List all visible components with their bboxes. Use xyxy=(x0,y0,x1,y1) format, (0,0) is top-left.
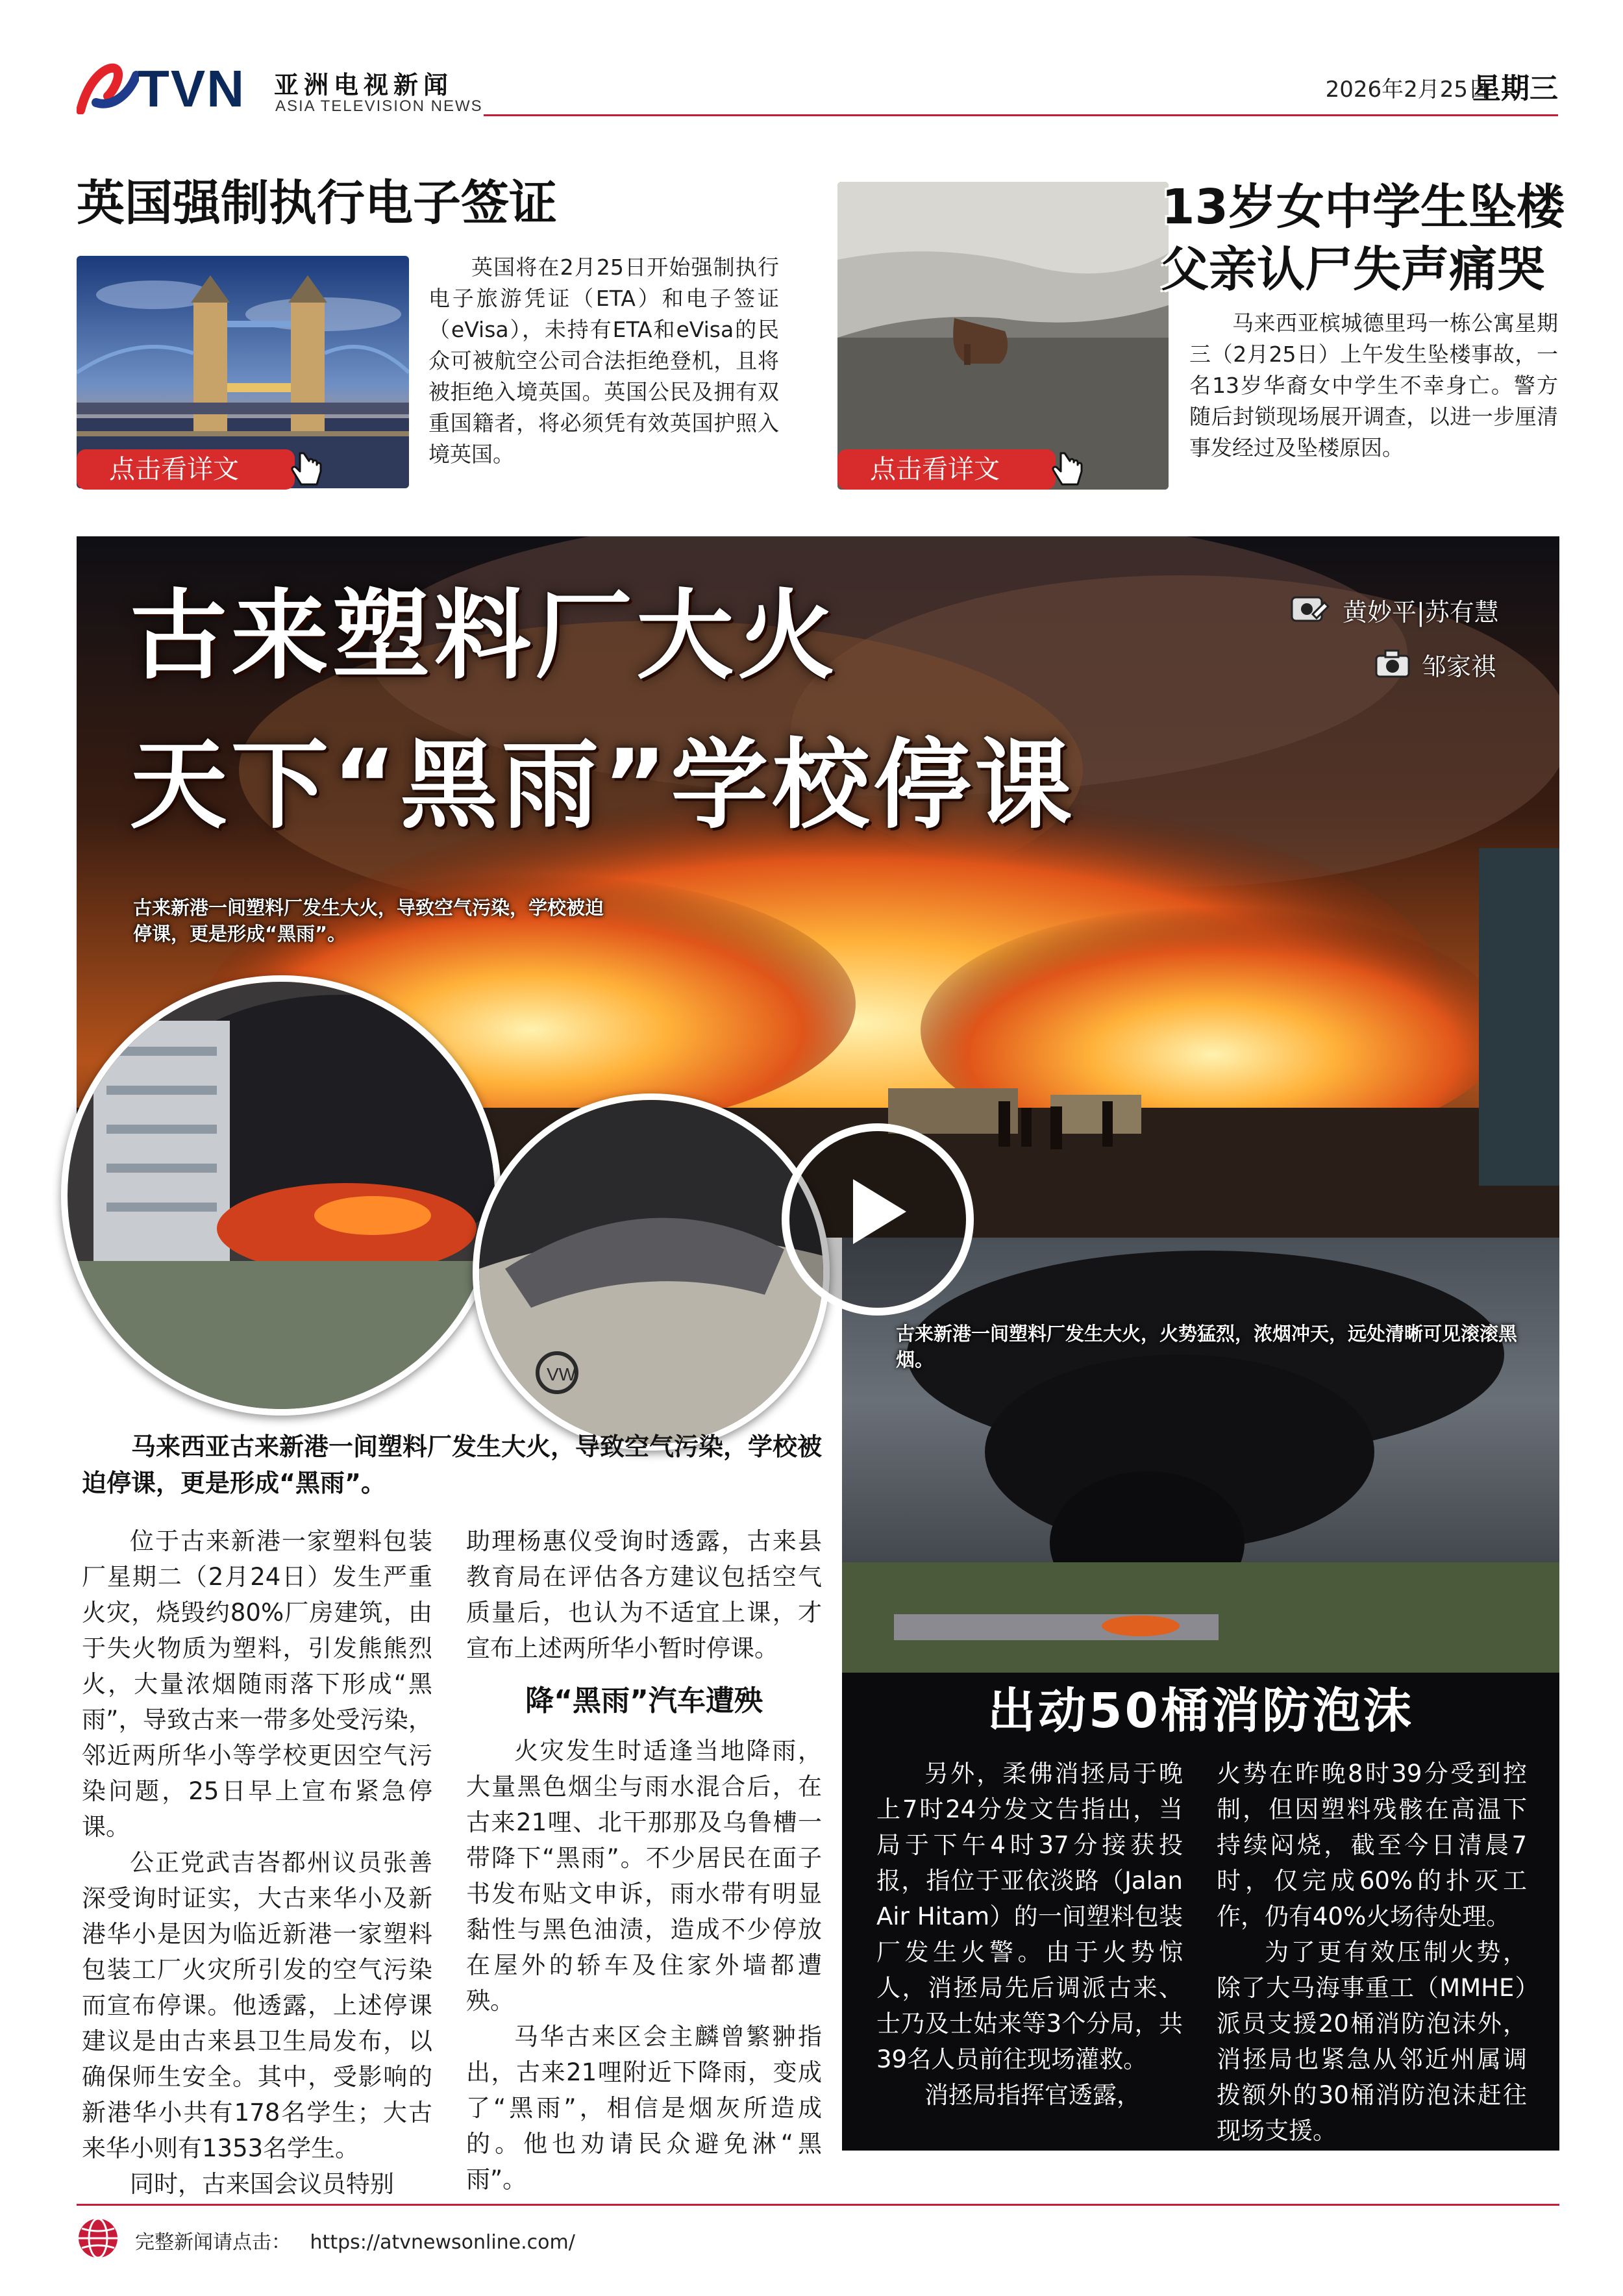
col2-paragraph: 助理杨惠仪受询时透露，古来县教育局在评估各方建议包括空气质量后，也认为不适宜上课，才宣布上述两所华小暂时停课。 xyxy=(466,1527,822,1662)
col3-paragraph: 另外，柔佛消拯局于晚上7时24分发文告指出，当局于下午4时37分接获投报，指位于亚依淡路（Jalan Air Hitam）的一间塑料包装厂发生火警。由于火势惊人，消拯局先后调派古来、士乃及士姑来等3个分局，共39名人员前往现场灌救。 xyxy=(876,1760,1183,2073)
article-column-4 xyxy=(1217,1756,1527,2149)
header-divider xyxy=(484,114,1558,116)
black-rain-subheading: 降“黑雨”汽车遭殃 xyxy=(525,1684,763,1717)
foam-subheading: 出动50桶消防泡沫 xyxy=(987,1683,1414,1739)
reporter-credit: 黄妙平|苏有慧 xyxy=(1343,598,1499,627)
col4-paragraph: 火势在昨晚8时39分受到控制，但因塑料残骸在高温下持续闷烧，截至今日清晨7时，仅完成60%的扑灭工作，仍有40%火场待处理。 xyxy=(1217,1760,1527,1930)
footer-label: 完整新闻请点击： xyxy=(135,2231,291,2254)
story-girl-fall-body: 马来西亚槟城德里玛一栋公寓星期三（2月25日）上午发生坠楼事故，一名13岁华裔女中学生不幸身亡。警方随后封锁现场展开调查，以进一步厘清事发经过及坠楼原因。 xyxy=(1189,310,1558,460)
photographer-credit: 邹家祺 xyxy=(1422,653,1496,681)
issue-date: 2026年2月25日 xyxy=(1325,77,1490,103)
col2-paragraph: 马华古来区会主麟曾繁翀指出，古来21哩附近下降雨，变成了“黑雨”，相信是烟灰所造成的。他也劝请民众避免淋“黑雨”。 xyxy=(466,2023,822,2193)
issue-weekday: 星期三 xyxy=(1472,72,1558,105)
col1-paragraph: 位于古来新港一家塑料包装厂星期二（2月24日）发生严重火灾，烧毁约80%厂房建筑，由于失火物质为塑料，引发熊熊烈火，大量浓烟随雨落下形成“黑雨”，导致古来一带多处受污染，邻近两所华小等学校更因空气污染问题，25日早上宣布紧急停课。 xyxy=(82,1527,432,1841)
atvn-logo-mark xyxy=(77,62,139,114)
feature-lead-paragraph: 马来西亚古来新港一间塑料厂发生大火，导致空气污染，学校被迫停课，更是形成“黑雨”。 xyxy=(82,1432,823,1497)
story-girl-fall-title-2[interactable]: 父亲认尸失声痛哭 xyxy=(1161,242,1545,297)
fire-building-inset-photo xyxy=(61,975,501,1416)
globe-icon xyxy=(77,2217,119,2260)
col1-paragraph: 同时，古来国会议员特别 xyxy=(130,2170,394,2198)
smoke-caption: 古来新港一间塑料厂发生大火，火势猛烈，浓烟冲天，远处清晰可见滚滚黑烟。 xyxy=(896,1323,1518,1371)
footer-url[interactable]: https://atvnewsonline.com/ xyxy=(310,2231,575,2254)
article-column-2 xyxy=(466,1523,822,2197)
feature-headline-line1: 古来塑料厂大火 xyxy=(130,580,839,693)
logo-chinese-name: 亚洲电视新闻 xyxy=(274,71,454,99)
svg-text:VW: VW xyxy=(547,1364,576,1384)
black-rain-car-inset-photo xyxy=(473,1093,830,1451)
story-girl-fall-title-1[interactable]: 13岁女中学生坠楼 xyxy=(1161,179,1565,235)
read-more-button-uk[interactable]: 点击看详文 xyxy=(77,449,295,490)
article-column-1 xyxy=(82,1523,432,2202)
logo-wordmark: TVN xyxy=(138,60,245,118)
video-play-button[interactable] xyxy=(782,1123,974,1316)
play-icon xyxy=(782,1123,958,1300)
article-column-3 xyxy=(876,1756,1183,2113)
pointing-hand-icon xyxy=(286,448,327,490)
hero-caption: 古来新港一间塑料厂发生大火，导致空气污染，学校被迫停课，更是形成“黑雨”。 xyxy=(133,897,604,945)
story-uk-evisa-title[interactable]: 英国强制执行电子签证 xyxy=(77,175,557,231)
col3-paragraph: 消拯局指挥官透露， xyxy=(924,2081,1141,2109)
story-uk-evisa-body: 英国将在2月25日开始强制执行电子旅游凭证（ETA）和电子签证（eVisa），未持有ETA和eVisa的民众可被航空公司合法拒绝登机，且将被拒绝入境英国。英国公民及拥有双重国籍者，将必须凭有效英国护照入境英国。 xyxy=(428,255,779,467)
feature-headline-line2: 天下“黑雨”学校停课 xyxy=(130,729,1076,842)
pointing-hand-icon xyxy=(1047,448,1088,490)
col4-paragraph: 为了更有效压制火势，除了大马海事重工（MMHE）派员支援20桶消防泡沫外，消拯局也紧急从邻近州属调拨额外的30桶消防泡沫赶往现场支援。 xyxy=(1217,1938,1527,2145)
footer-link[interactable] xyxy=(135,2226,575,2254)
camera-icon xyxy=(1374,647,1411,679)
footer-divider xyxy=(77,2204,1559,2206)
read-more-button-girl[interactable]: 点击看详文 xyxy=(837,449,1056,490)
logo-english-name: ASIA TELEVISION NEWS xyxy=(275,97,483,115)
col1-paragraph: 公正党武吉峇都州议员张善深受询时证实，大古来华小及新港华小是因为临近新港一家塑料包装工厂火灾所引发的空气污染而宣布停课。他透露，上述停课建议是由古来县卫生局发布，以确保师生安全。其中，受影响的新港华小共有178名学生；大古来华小则有1353名学生。 xyxy=(82,1849,432,2162)
video-pen-icon xyxy=(1291,592,1330,626)
col2-paragraph: 火灾发生时适逢当地降雨，大量黑色烟尘与雨水混合后，在古来21哩、北干那那及乌鲁槽一带降下“黑雨”。不少居民在面子书发布贴文申诉，雨水带有明显黏性与黑色油渍，造成不少停放在屋外的轿车及住家外墙都遭殃。 xyxy=(466,1737,822,2015)
